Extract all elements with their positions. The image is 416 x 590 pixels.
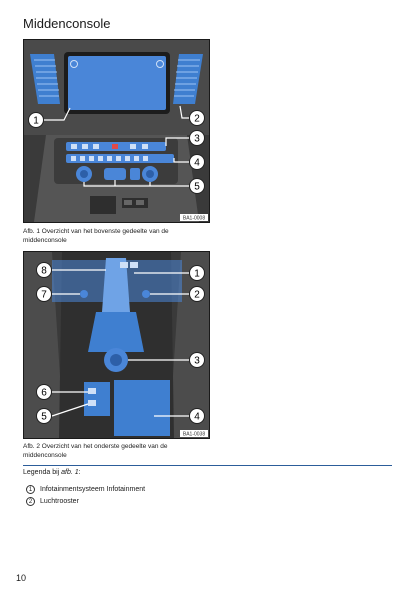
page-title: Middenconsole xyxy=(23,16,111,31)
legend-heading-prefix: Legenda bij xyxy=(23,469,62,476)
legend-item xyxy=(26,485,145,494)
figure-1-code: BA1-0008 xyxy=(182,215,206,222)
callout-2 xyxy=(190,287,205,302)
callout-5 xyxy=(190,179,205,194)
callout-2 xyxy=(190,111,205,126)
figure-1-caption: Afb. 1 Overzicht van het bovenste gedeelte van de middenconsole xyxy=(23,228,169,244)
svg-text:6: 6 xyxy=(41,387,47,399)
callout-6 xyxy=(37,385,52,400)
callout-7 xyxy=(37,287,52,302)
figure-2-caption: Afb. 2 Overzicht van het onderste gedeelte van de middenconsole xyxy=(23,443,168,459)
legend-item-label: Infotainmentsysteem Infotainment xyxy=(40,486,146,493)
svg-text:1: 1 xyxy=(33,115,39,127)
svg-text:7: 7 xyxy=(41,289,47,301)
legend-divider xyxy=(23,465,392,466)
callout-1 xyxy=(190,266,205,281)
legend-item-label: Luchtrooster xyxy=(40,498,79,505)
legend-heading-ref[interactable]: afb. 1 xyxy=(61,469,79,476)
svg-text:4: 4 xyxy=(194,157,200,169)
svg-text:2: 2 xyxy=(194,113,200,125)
svg-text:5: 5 xyxy=(41,411,47,423)
svg-text:8: 8 xyxy=(41,265,47,277)
legend-number-circle: 2 xyxy=(26,497,35,506)
legend-heading-suffix: : xyxy=(78,469,81,476)
svg-text:4: 4 xyxy=(194,411,200,423)
figure-1-image xyxy=(23,39,210,223)
svg-text:2: 2 xyxy=(194,289,200,301)
svg-text:1: 1 xyxy=(194,268,200,280)
svg-text:5: 5 xyxy=(194,181,200,193)
legend-number-circle: 1 xyxy=(26,485,35,494)
figure-2-code: BA1-0038 xyxy=(182,431,206,438)
callout-3 xyxy=(190,131,205,146)
legend-item xyxy=(26,497,79,506)
svg-text:3: 3 xyxy=(194,355,200,367)
callout-5 xyxy=(37,409,52,424)
callout-4 xyxy=(190,409,205,424)
svg-text:3: 3 xyxy=(194,133,200,145)
figure-2-image xyxy=(23,251,210,439)
callout-4 xyxy=(190,155,205,170)
callout-3 xyxy=(190,353,205,368)
callout-8 xyxy=(37,263,52,278)
legend-heading xyxy=(23,469,81,476)
callout-1 xyxy=(29,113,44,128)
page-number: 10 xyxy=(16,573,27,583)
